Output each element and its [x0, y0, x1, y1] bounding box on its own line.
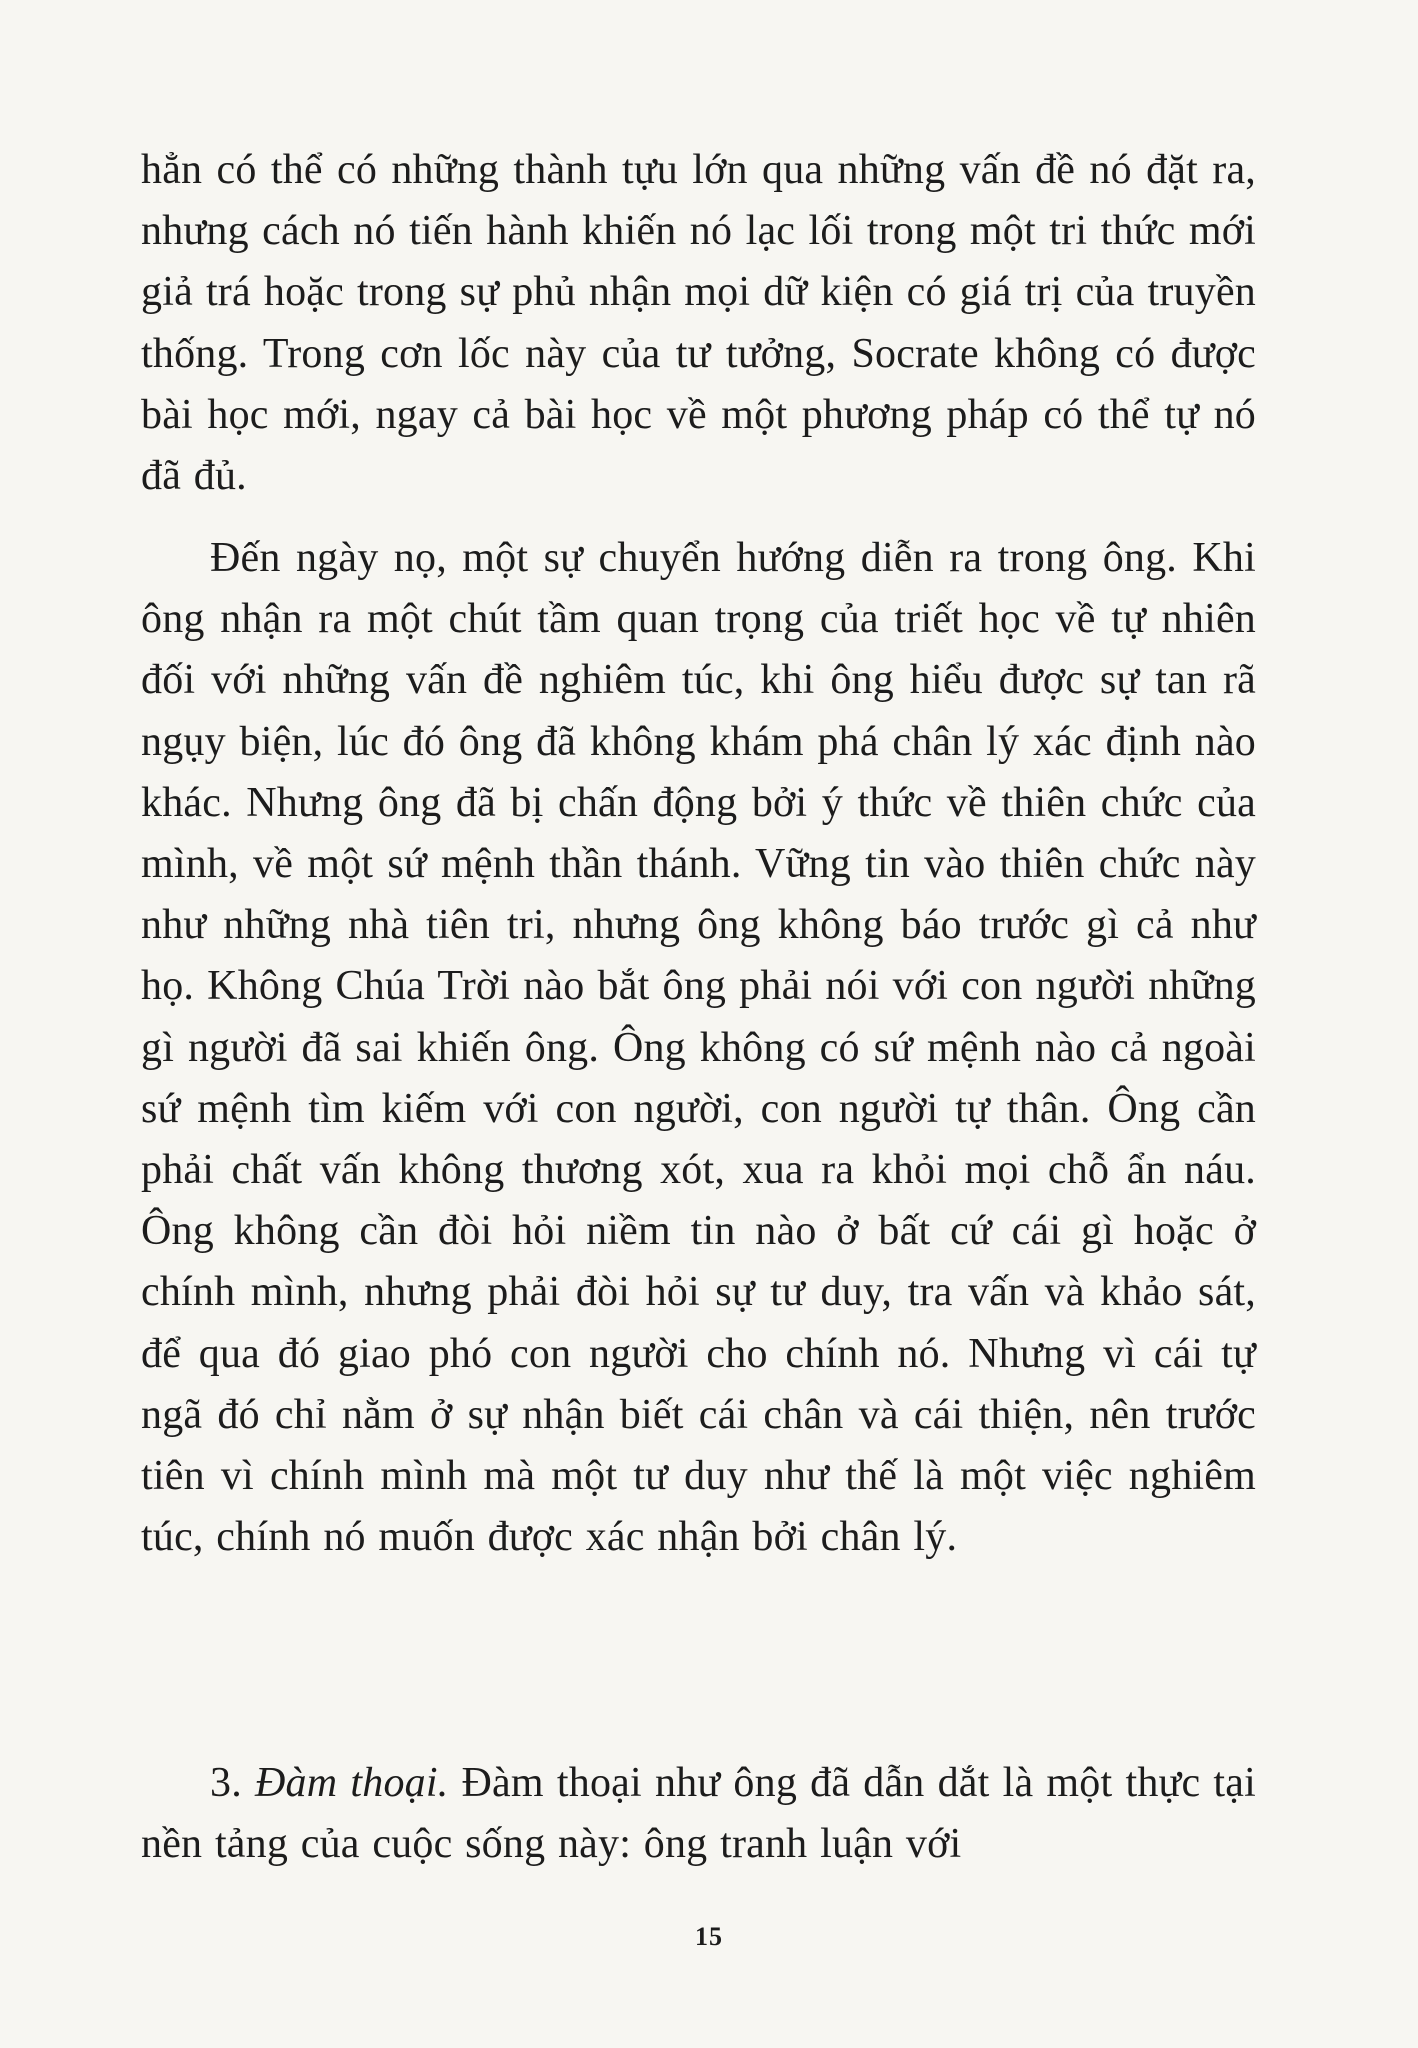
paragraph-socrates-turn: [141, 528, 1256, 1568]
paragraph-text: hẳn có thể có những thành tựu lớn qua những vấn đề nó đặt ra, nhưng cách nó tiến hành khiến nó lạc lối trong một tri thức mới giả trá hoặc trong sự phủ nhận mọi dữ kiện có giá trị của truyền thống. Trong cơn lốc này của tư tưởng, Socrate không có được bài học mới, ngay cả bài học về một phương pháp có thể tự nó đã đủ.: [141, 147, 1256, 500]
paragraph-text: Đến ngày nọ, một sự chuyển hướng diễn ra trong ông. Khi ông nhận ra một chút tầm quan trọng của triết học về tự nhiên đối với những vấn đề nghiêm túc, khi ông hiểu được sự tan rã ngụy biện, lúc đó ông đã không khám phá chân lý xác định nào khác. Nhưng ông đã bị chấn động bởi ý thức về thiên chức của mình, về một sứ mệnh thần thánh. Vững tin vào thiên chức này như những nhà tiên tri, nhưng ông không báo trước gì cả như họ. Không Chúa Trời nào bắt ông phải nói với con người những gì người đã sai khiến ông. Ông không có sứ mệnh nào cả ngoài sứ mệnh tìm kiếm với con người, con người tự thân. Ông cần phải chất vấn không thương xót, xua ra khỏi mọi chỗ ẩn náu. Ông không cần đòi hỏi niềm tin nào ở bất cứ cái gì hoặc ở chính mình, nhưng phải đòi hỏi sự tư duy, tra vấn và khảo sát, để qua đó giao phó con người cho chính nó. Nhưng vì cái tự ngã đó chỉ nằm ở sự nhận biết cái chân và cái thiện, nên trước tiên vì chính mình mà một tư duy như thế là một việc nghiêm túc, chính nó muốn được xác nhận bởi chân lý.: [141, 535, 1256, 1561]
page-number: 15: [695, 1922, 723, 1951]
paragraph-continuation: [141, 140, 1256, 507]
paragraph-text: Đàm thoại như ông đã dẫn dắt là một thực tại nền tảng của cuộc sống này: ông tranh luận với: [141, 1760, 1257, 1868]
section-number: 3.: [210, 1760, 242, 1806]
paragraph-dialogue-section: [141, 1753, 1256, 1875]
section-heading: Đàm thoại.: [255, 1760, 449, 1806]
